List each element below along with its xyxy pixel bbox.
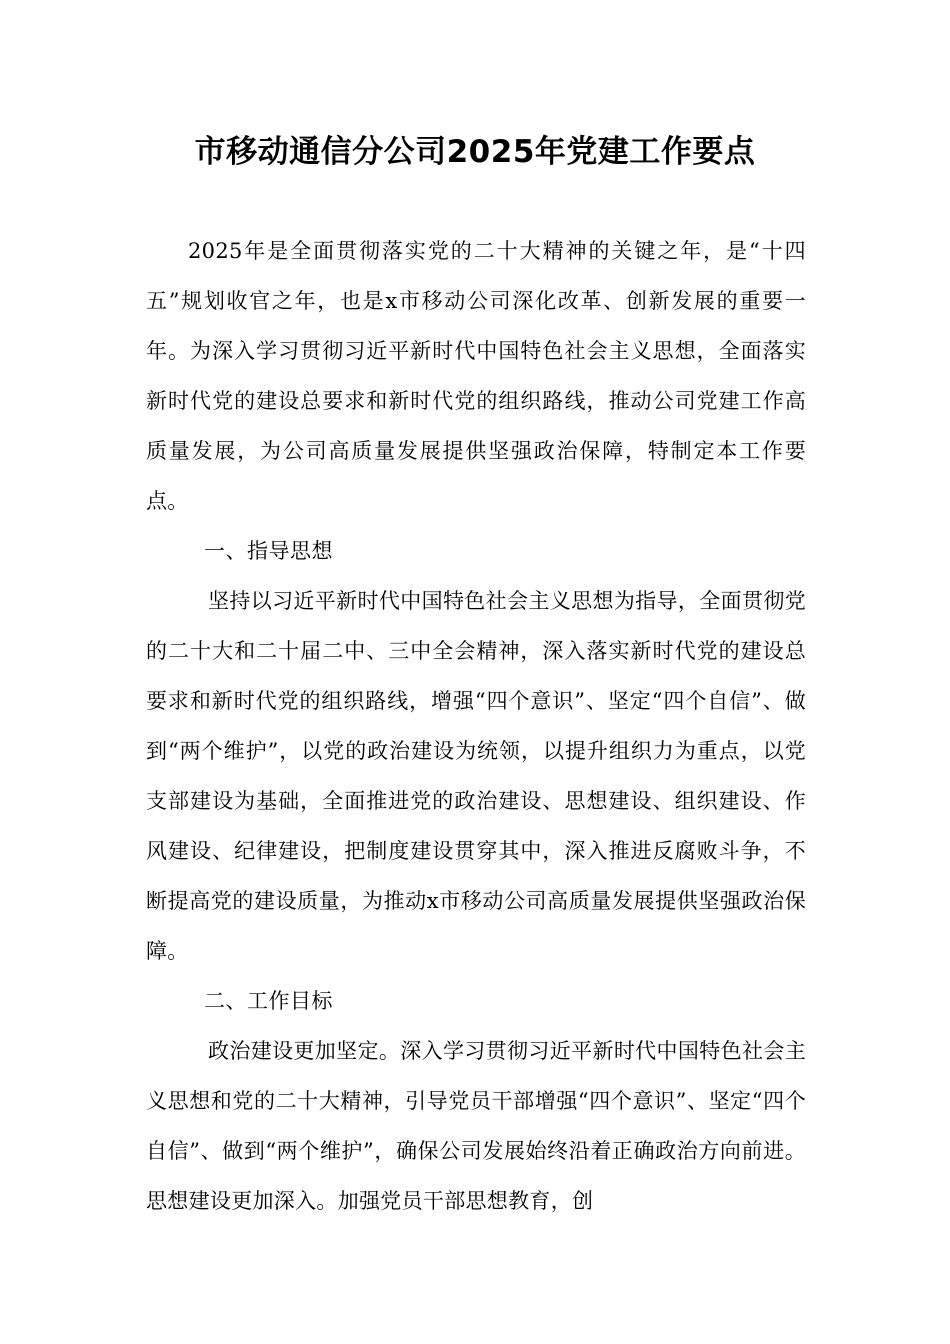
section-heading-work-goals: 二、工作目标	[204, 989, 333, 1013]
intro-paragraph: 2025年是全面贯彻落实党的二十大精神的关键之年，是“十四五”规划收官之年，也是x市移动公司深化改革、创新发展的重要一年。为深入学习贯彻习近平新时代中国特色社会主义思想，全面落实新时代党的建设总要求和新时代党的组织路线，推动公司党建工作高质量发展，为公司高质量发展提供坚强政治保障，特制定本工作要点。	[146, 239, 806, 513]
document-title: 市移动通信分公司2025年党建工作要点	[194, 134, 756, 170]
document-body	[146, 226, 806, 1226]
guiding-ideology-paragraph: 坚持以习近平新时代中国特色社会主义思想为指导，全面贯彻党的二十大和二十届二中、三中全会精神，深入落实新时代党的建设总要求和新时代党的组织路线，增强“四个意识”、坚定“四个自信”、做到“两个维护”，以党的政治建设为统领，以提升组织力为重点，以党支部建设为基础，全面推进党的政治建设、思想建设、组织建设、作风建设、纪律建设，把制度建设贯穿其中，深入推进反腐败斗争，不断提高党的建设质量，为推动x市移动公司高质量发展提供坚强政治保障。	[146, 589, 806, 963]
section-heading-guiding-ideology: 一、指导思想	[204, 539, 333, 563]
work-goals-paragraph: 政治建设更加坚定。深入学习贯彻习近平新时代中国特色社会主义思想和党的二十大精神，引导党员干部增强“四个意识”、坚定“四个自信”、做到“两个维护”，确保公司发展始终沿着正确政治方向前进。思想建设更加深入。加强党员干部思想教育，创	[146, 1039, 806, 1213]
